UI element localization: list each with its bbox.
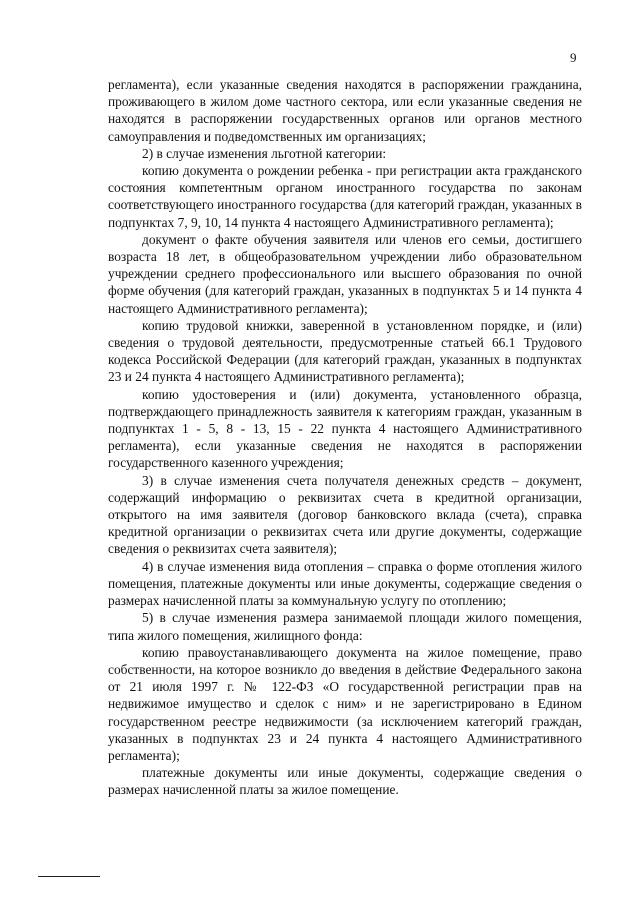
paragraph-payment-documents: платежные документы или иные документы, содержащие сведения о размерах начисленной платы за жилое помещение.: [108, 765, 582, 798]
paragraph-birth-document: копию документа о рождении ребенка - при регистрации акта гражданского состояния компетентным органом иностранного государства по законам соответствующего иностранного государства (для категорий граждан, указанных в подпунктах 7, 9, 10, 14 пункта 4 настоящего Административного регламента);: [108, 163, 582, 230]
paragraph-item-3-account-change: 3) в случае изменения счета получателя денежных средств – документ, содержащий информацию о реквизитах счета в кредитной организации, открытого на имя заявителя (договор банковского вклада (счета), справка кредитной организации о реквизитах счета или другие документы, содержащие сведения о реквизитах счета заявителя);: [108, 472, 582, 557]
footnote-rule: [38, 876, 100, 877]
paragraph-certificate-copy: копию удостоверения и (или) документа, установленного образца, подтверждающего принадлежность заявителя к категориям граждан, указанным в подпунктах 1 - 5, 8 - 13, 15 - 22 пункта 4 настоящего Административного регламента), если указанные сведения не находятся в распоряжении государственного казенного учреждения;: [108, 386, 582, 471]
paragraph-employment-record: копию трудовой книжки, заверенной в установленном порядке, и (или) сведения о трудовой деятельности, предусмотренные статьей 66.1 Трудового кодекса Российской Федерации (для категорий граждан, указанных в подпунктах 23 и 24 пункта 4 настоящего Административного регламента);: [108, 317, 582, 385]
paragraph-continuation: регламента), если указанные сведения находятся в распоряжении гражданина, проживающего в жилом доме частного сектора, или если указанные сведения не находятся в распоряжении государственных органов или органов местного самоуправления и подведомственных им организациях;: [108, 77, 582, 144]
paragraph-ownership-document: копию правоустанавливающего документа на жилое помещение, право собственности, на которое возникло до введения в действие Федерального закона от 21 июля 1997 г. № 122-ФЗ «О государственной регистрации прав на недвижимое имущество и сделок с ним» и не зарегистрировано в Едином государственном реестре недвижимости (за исключением категорий граждан, указанных в подпунктах 23 и 24 пункта 4 настоящего Административного регламента);: [108, 644, 582, 763]
paragraph-item-2-heading: 2) в случае изменения льготной категории:: [142, 145, 387, 161]
document-body: [108, 76, 582, 799]
paragraph-education-document: документ о факте обучения заявителя или членов его семьи, достигшего возраста 18 лет, в общеобразовательном учреждении либо образовательном учреждении среднего профессионального или высшего образования по очной форме обучения (для категорий граждан, указанных в подпунктах 5 и 14 пункта 4 настоящего Административного регламента);: [108, 231, 582, 316]
paragraph-item-4-heating-change: 4) в случае изменения вида отопления – справка о форме отопления жилого помещения, платежные документы или иные документы, содержащие сведения о размерах начисленной платы за коммунальную услугу по отоплению;: [108, 558, 582, 609]
paragraph-item-5-area-change: 5) в случае изменения размера занимаемой площади жилого помещения, типа жилого помещения, жилищного фонда:: [108, 610, 582, 643]
page-number: 9: [570, 50, 577, 65]
